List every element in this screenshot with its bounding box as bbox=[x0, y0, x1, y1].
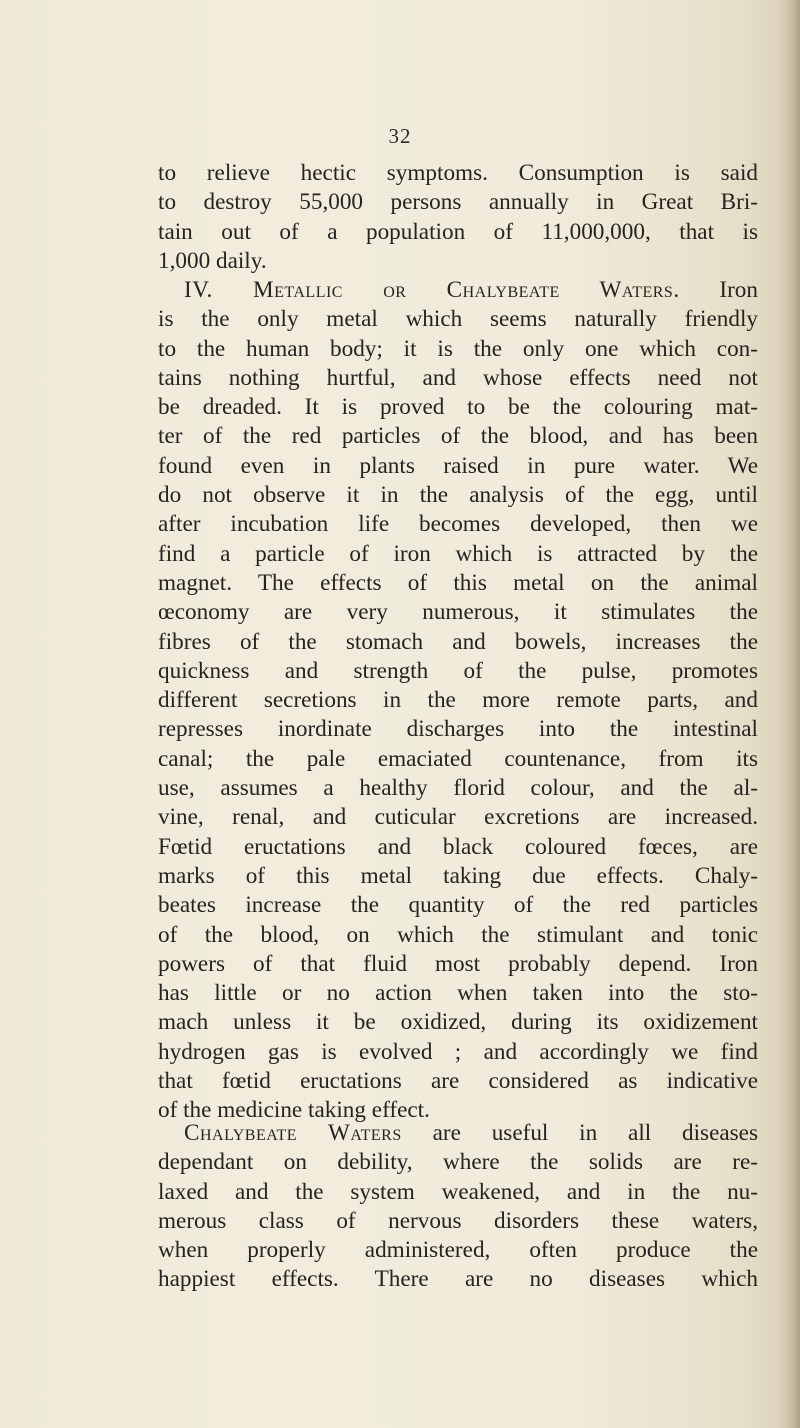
page-number: 32 bbox=[388, 124, 412, 148]
text-line: canal; the pale emaciated countenance, from its bbox=[158, 745, 758, 772]
text-line: when properly administered, often produce the bbox=[158, 1237, 758, 1264]
text-line: happiest effects. There are no diseases which bbox=[158, 1266, 758, 1293]
text-line: laxed and the system weakened, and in the nu- bbox=[158, 1178, 758, 1205]
section-heading-line bbox=[158, 276, 758, 305]
text-line: vine, renal, and cuticular excretions are increased. bbox=[158, 804, 758, 831]
text-line: marks of this metal taking due effects. Chaly- bbox=[158, 862, 758, 889]
text-line: to destroy 55,000 persons annually in Great Bri- bbox=[158, 189, 758, 216]
text-line: represses inordinate discharges into the intestinal bbox=[158, 716, 758, 743]
text-line: fibres of the stomach and bowels, increases the bbox=[158, 628, 758, 655]
section-heading-line bbox=[158, 1119, 758, 1148]
section-heading: IV. Metallic or Chalybeate Waters. bbox=[184, 277, 680, 303]
text-line: tain out of a population of 11,000,000, that is bbox=[158, 218, 758, 245]
text-line: mach unless it be oxidized, during its oxidizement bbox=[158, 1009, 758, 1036]
text-line: that fœtid eructations are considered as indicative bbox=[158, 1068, 758, 1095]
heading-line-rest: are useful in all diseases bbox=[432, 1120, 758, 1146]
text-line: tains nothing hurtful, and whose effects need not bbox=[158, 364, 758, 391]
text-line: quickness and strength of the pulse, promotes bbox=[158, 657, 758, 684]
text-line: œconomy are very numerous, it stimulates the bbox=[158, 599, 758, 626]
text-line: powers of that fluid most probably depend. Iron bbox=[158, 950, 758, 977]
page-edge-shadow bbox=[778, 0, 800, 1428]
paragraph-chalybeate-waters bbox=[158, 276, 758, 1126]
text-line: found even in plants raised in pure water. We bbox=[158, 452, 758, 479]
text-line: find a particle of iron which is attracted by the bbox=[158, 540, 758, 567]
paragraph-consumption bbox=[158, 159, 758, 276]
text-line: ter of the red particles of the blood, and has been bbox=[158, 423, 758, 450]
paragraph-chalybeate-uses bbox=[158, 1119, 758, 1295]
text-line: different secretions in the more remote parts, and bbox=[158, 687, 758, 714]
text-line: is the only metal which seems naturally friendly bbox=[158, 306, 758, 333]
section-heading: Chalybeate Waters bbox=[184, 1120, 402, 1146]
text-line: 1,000 daily. bbox=[158, 247, 267, 274]
text-line: use, assumes a healthy florid colour, and the al- bbox=[158, 775, 758, 802]
text-line: magnet. The effects of this metal on the animal bbox=[158, 569, 758, 596]
text-line: beates increase the quantity of the red particles bbox=[158, 892, 758, 919]
text-line: of the medicine taking effect. bbox=[158, 1097, 430, 1124]
text-line: after incubation life becomes developed, then we bbox=[158, 511, 758, 538]
text-line: to relieve hectic symptoms. Consumption is said bbox=[158, 160, 758, 186]
text-line: has little or no action when taken into the sto- bbox=[158, 980, 758, 1007]
heading-line-rest: Iron bbox=[719, 277, 758, 303]
text-line: merous class of nervous disorders these waters, bbox=[158, 1207, 758, 1234]
text-line: do not observe it in the analysis of the egg, until bbox=[158, 482, 758, 509]
text-line: Fœtid eructations and black coloured fœces, are bbox=[158, 833, 758, 860]
text-line: be dreaded. It is proved to be the colouring mat- bbox=[158, 394, 758, 421]
text-line: of the blood, on which the stimulant and tonic bbox=[158, 921, 758, 948]
text-line: dependant on debility, where the solids are re- bbox=[158, 1149, 758, 1176]
text-line: to the human body; it is the only one which con- bbox=[158, 335, 758, 362]
text-line: hydrogen gas is evolved ; and accordingly we find bbox=[158, 1038, 758, 1065]
